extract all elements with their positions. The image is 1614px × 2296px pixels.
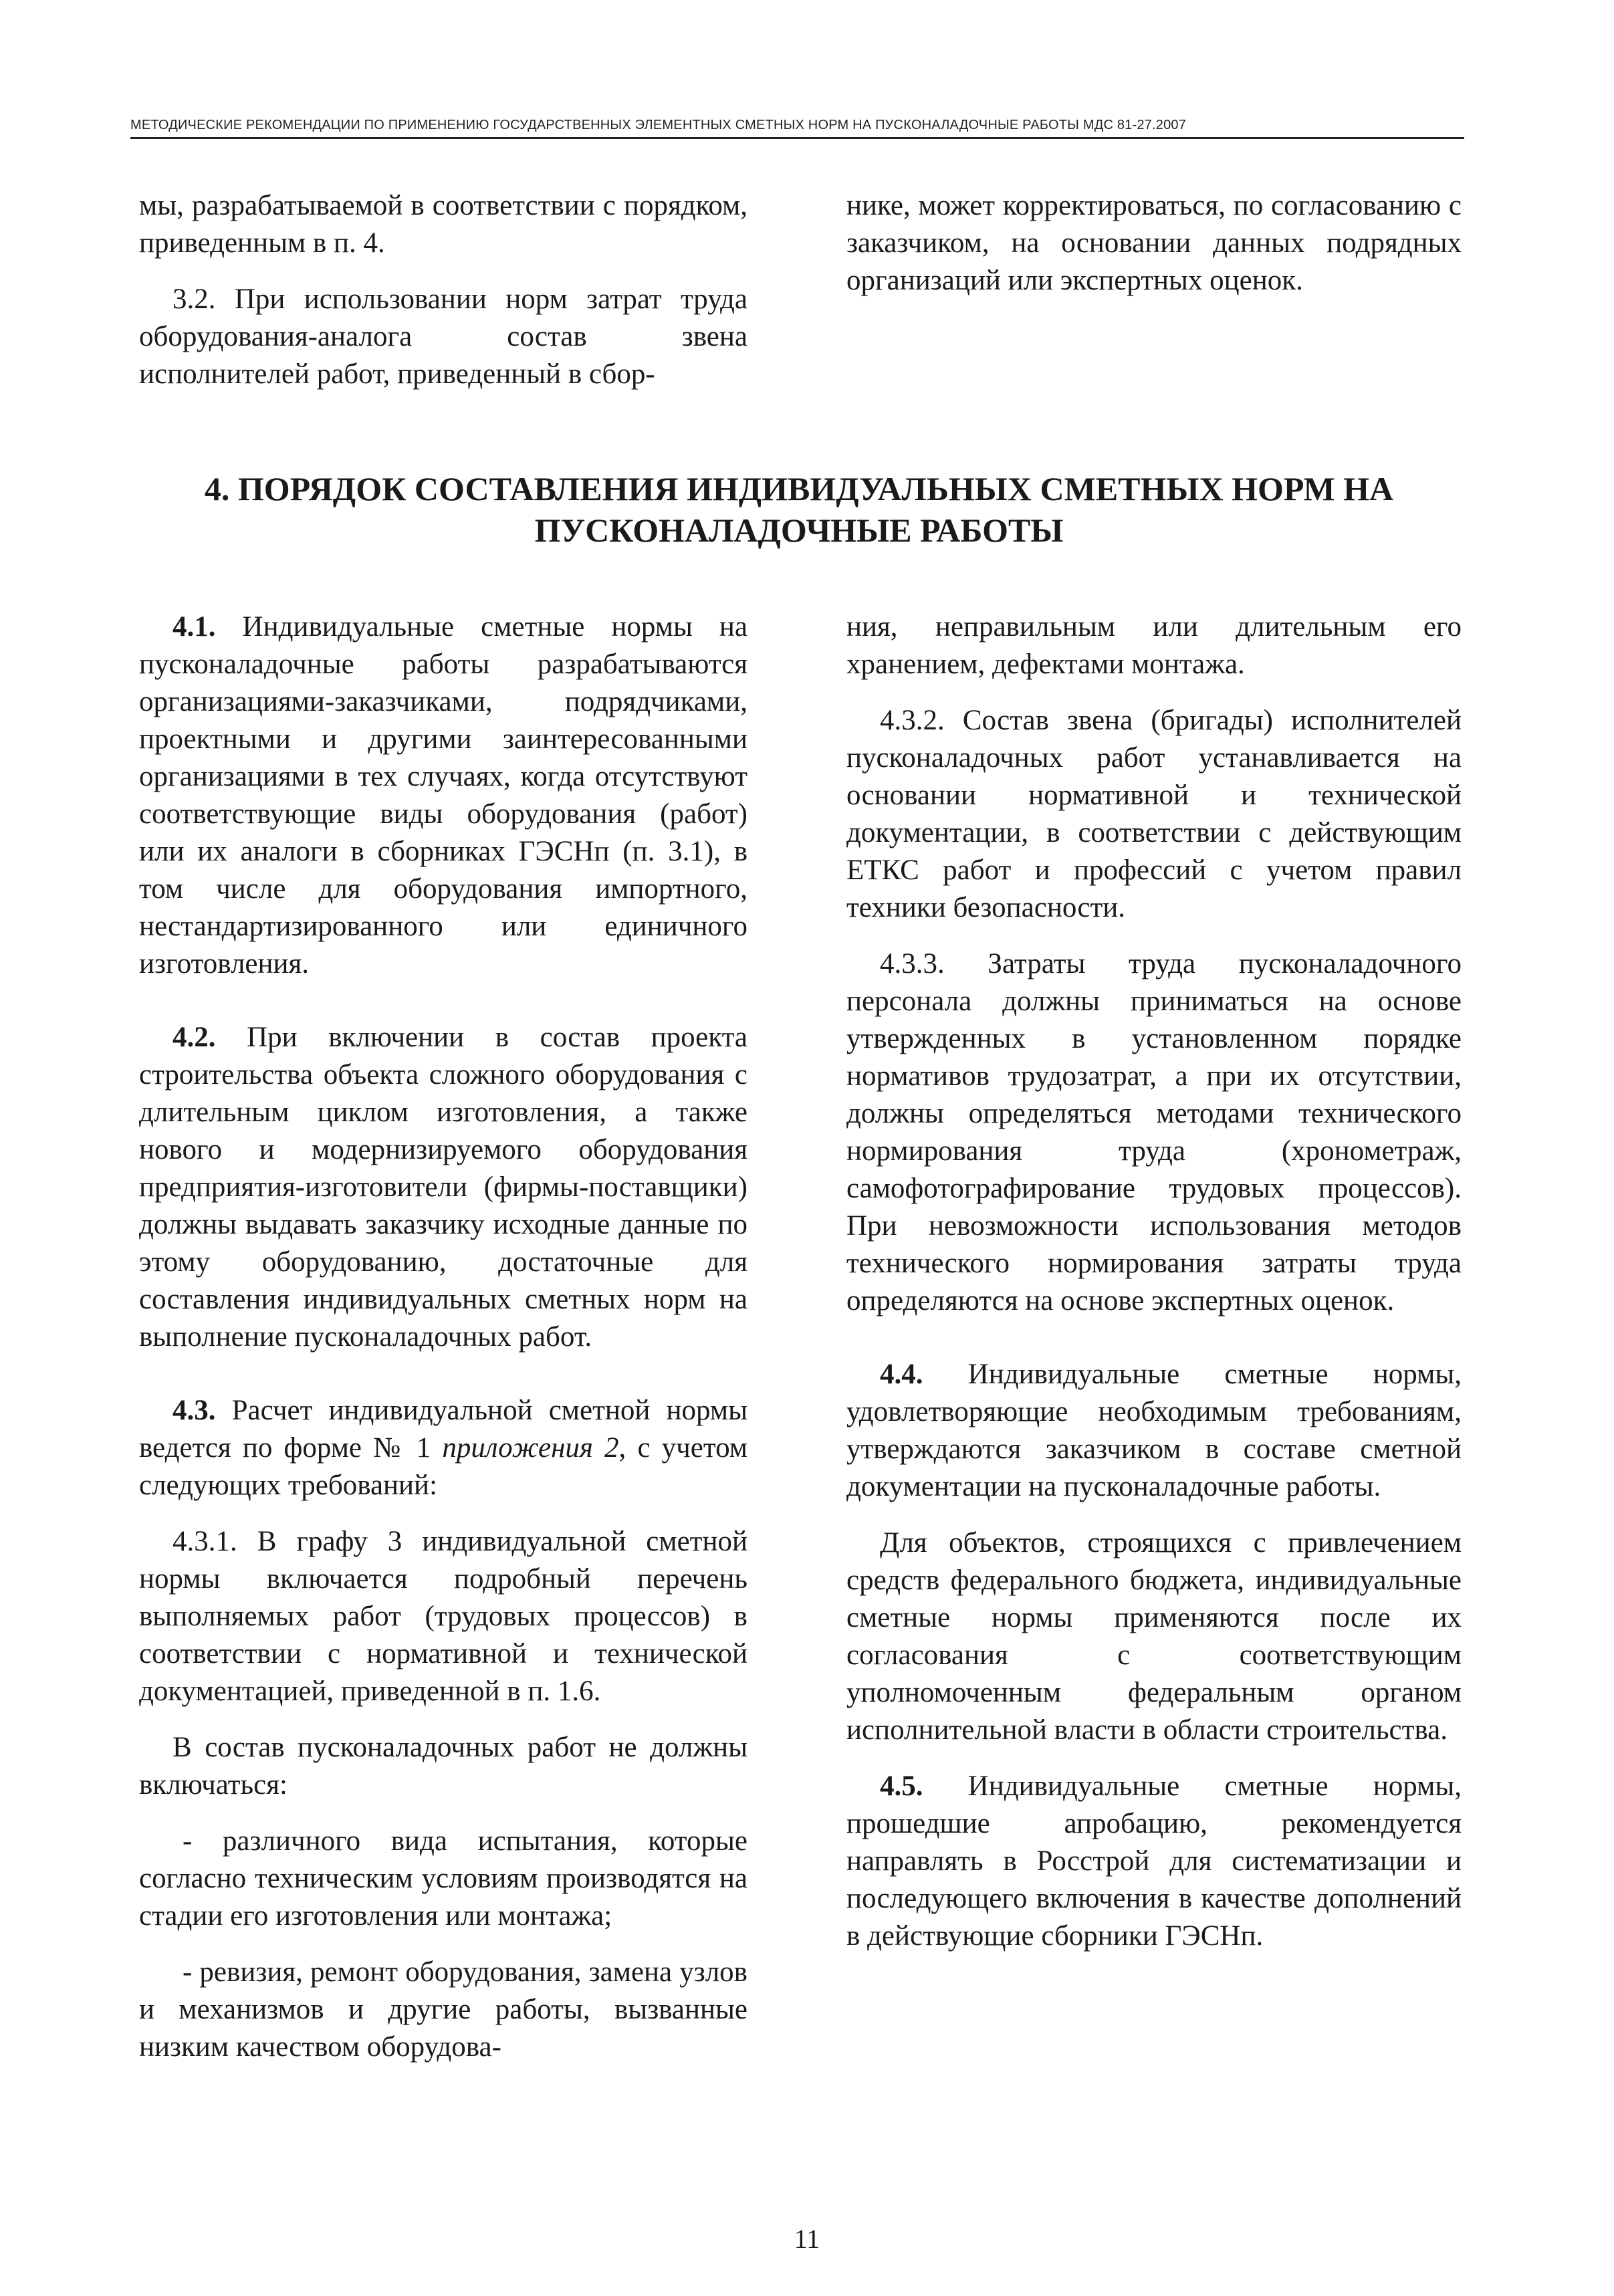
paragraph-text: Индивидуальные сметные нормы, прошедшие апробацию, рекомендуется направлять в Росстрой для систематизации и последующего включения в качестве дополнений в действующие сборники ГЭСНп. xyxy=(846,1770,1462,1952)
paragraph-text: Расчет индивидуальной сметной нормы ведется по форме № 1 xyxy=(139,1395,747,1464)
paragraph-text: , с учетом следующих требований: xyxy=(139,1432,747,1501)
paragraph-4-2 xyxy=(139,1019,747,1356)
paragraph-number: 4.1. xyxy=(172,611,216,643)
paragraph-text: Индивидуальные сметные нормы на пусконаладочные работы разрабатываются организациями-заказчиками, подрядчиками, проектными и другими заинтересованными организациями в тех случаях, когда отсутствуют соответствующие виды оборудования (работ) или их аналоги в сборниках ГЭСНп (п. 3.1), в том числе для оборудования импортного, нестандартизированного или единичного изготовления. xyxy=(139,611,747,980)
top-left-column xyxy=(139,187,747,393)
paragraph-text: При использовании норм затрат труда оборудования-аналога состав звена исполнителей работ, приведенный в сбор- xyxy=(139,283,747,390)
page-number: 11 xyxy=(794,2224,820,2254)
paragraph-exclusions: В состав пусконаладочных работ не должны включаться: xyxy=(139,1732,747,1801)
right-column xyxy=(846,608,1462,1955)
list-item: - различного вида испытания, которые согласно техническим условиям производятся на стадии его изготовления или монтажа; xyxy=(139,1825,747,1932)
paragraph-number: 4.3. xyxy=(172,1395,216,1426)
paragraph-number: 4.2. xyxy=(172,1022,216,1053)
running-header: МЕТОДИЧЕСКИЕ РЕКОМЕНДАЦИИ ПО ПРИМЕНЕНИЮ ГОСУДАРСТВЕННЫХ ЭЛЕМЕНТНЫХ СМЕТНЫХ НОРМ НА ПУСКОНАЛАДОЧНЫЕ РАБОТЫ МДС 81-27.2007 xyxy=(130,118,1187,132)
paragraph-4-1 xyxy=(139,608,747,983)
paragraph-continuation: мы, разрабатываемой в соответствии с порядком, приведенным в п. 4. xyxy=(139,190,747,259)
paragraph-4-3 xyxy=(139,1392,747,1504)
header-rule xyxy=(130,137,1464,139)
paragraph-4-4-federal: Для объектов, строящихся с привлечением средств федерального бюджета, индивидуальные сметные нормы применяются после их согласования с соответствующим уполномоченным федеральным органом исполнительной власти в области строительства. xyxy=(846,1527,1462,1746)
paragraph-continuation: нике, может корректироваться, по согласованию с заказчиком, на основании данных подрядных организаций или экспертных оценок. xyxy=(846,190,1462,296)
paragraph-4-5 xyxy=(846,1768,1462,1955)
paragraph-continuation: ния, неправильным или длительным его хранением, дефектами монтажа. xyxy=(846,611,1462,680)
paragraph-text: При включении в состав проекта строительства объекта сложного оборудования с длительным циклом изготовления, а также нового и модернизируемого оборудования предприятия-изготовители (фирмы-поставщики) должны выдавать заказчику исходные данные по этому оборудованию, достаточные для составления индивидуальных сметных норм на выполнение пусконаладочных работ. xyxy=(139,1022,747,1353)
left-column xyxy=(139,608,747,2066)
paragraph-4-4 xyxy=(846,1356,1462,1506)
paragraph-number: 4.5. xyxy=(880,1770,923,1802)
section-title: 4. ПОРЯДОК СОСТАВЛЕНИЯ ИНДИВИДУАЛЬНЫХ СМЕТНЫХ НОРМ НА ПУСКОНАЛАДОЧНЫЕ РАБОТЫ xyxy=(204,470,1394,549)
paragraph-3-2 xyxy=(139,281,747,393)
top-right-column xyxy=(846,187,1462,300)
paragraph-4-3-3: 4.3.3. Затраты труда пусконаладочного персонала должны приниматься на основе утвержденных в установленном порядке нормативов трудозатрат, а при их отсутствии, должны определяться методами технического нормирования труда (хронометраж, самофотографирование трудовых процессов). При невозможности использования методов технического нормирования затраты труда определяются на основе экспертных оценок. xyxy=(846,948,1462,1316)
paragraph-number: 4.4. xyxy=(880,1359,923,1390)
paragraph-4-3-1: 4.3.1. В графу 3 индивидуальной сметной нормы включается подробный перечень выполняемых работ (трудовых процессов) в соответствии с нормативной и технической документацией, приведенной в п. 1.6. xyxy=(139,1526,747,1707)
paragraph-number: 3.2. xyxy=(172,283,216,315)
appendix-reference: приложения 2 xyxy=(442,1432,619,1464)
paragraph-4-3-2: 4.3.2. Состав звена (бригады) исполнителей пусконаладочных работ устанавливается на основании нормативной и технической документации, в соответствии с действующим ЕТКС работ и профессий с учетом правил техники безопасности. xyxy=(846,705,1462,923)
paragraph-text: Индивидуальные сметные нормы, удовлетворяющие необходимым требованиям, утверждаются заказчиком в составе сметной документации на пусконаладочные работы. xyxy=(846,1359,1462,1502)
list-item: - ревизия, ремонт оборудования, замена узлов и механизмов и другие работы, вызванные низким качеством оборудова- xyxy=(139,1956,747,2063)
